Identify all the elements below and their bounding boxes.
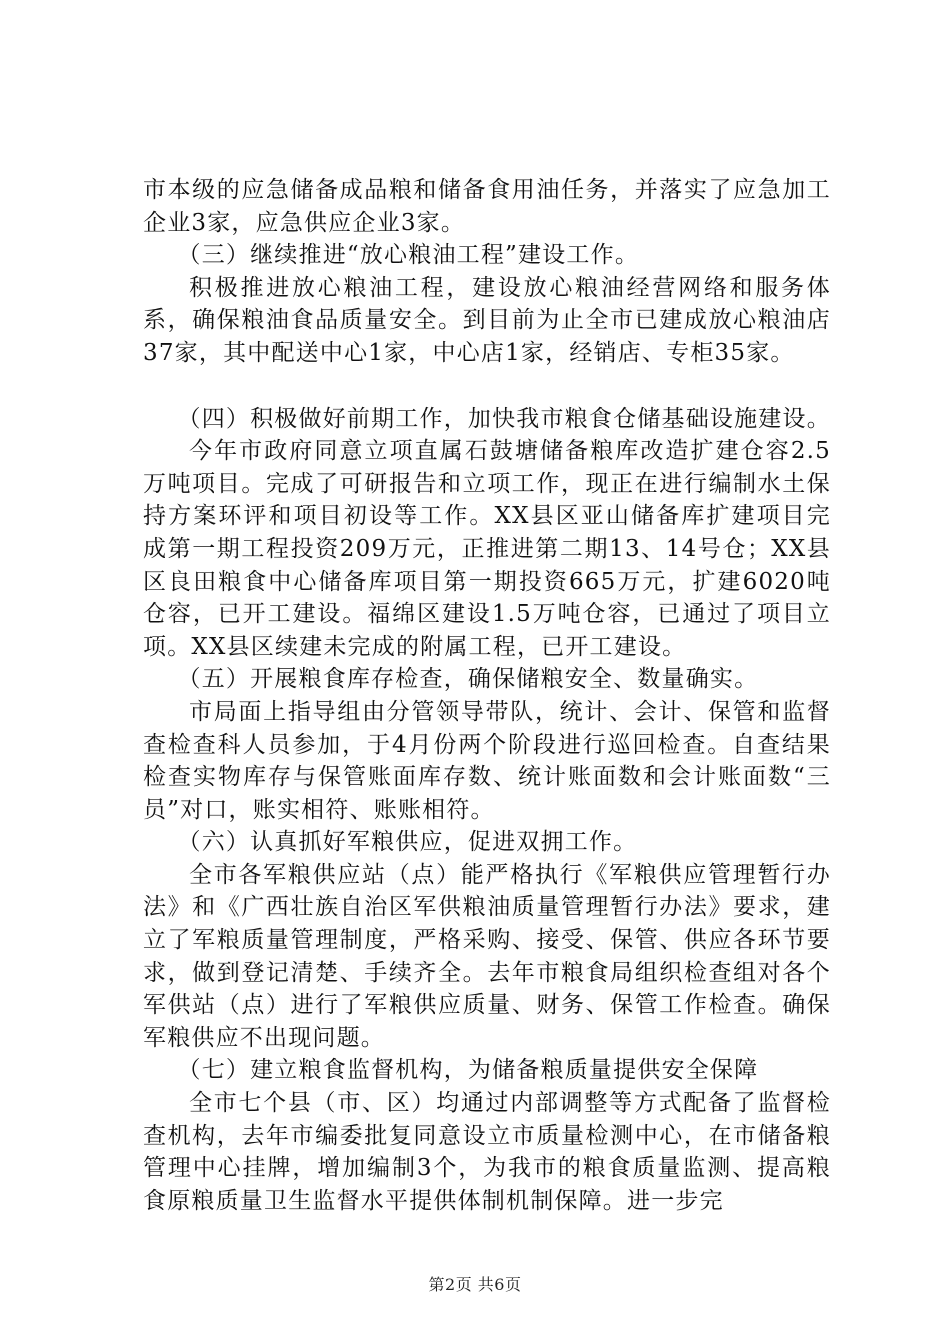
section-heading-5: （五）开展粮食库存检查，确保储粮安全、数量确实。 [177, 666, 759, 693]
section-heading-3: （三）继续推进“放心粮油工程”建设工作。 [177, 242, 640, 269]
paragraph-continuation: 市本级的应急储备成品粮和储备食用油任务，并落实了应急加工企业3家，应急供应企业3家。 [143, 177, 831, 236]
paragraph-section-4: 今年市政府同意立项直属石鼓塘储备粮库改造扩建仓容2.5万吨项目。完成了可研报告和立项工作，现正在进行编制水土保持方案环评和项目初设等工作。XX县区亚山储备库扩建项目完成第一期工程投资209万元，正推进第二期13、14号仓；XX县区良田粮食中心储备库项目第一期投资665万元，扩建6020吨仓容，已开工建设。福绵区建设1.5万吨仓容，已通过了项目立项。XX县区续建未完成的附属工程，已开工建设。 [143, 438, 831, 660]
section-heading-4: （四）积极做好前期工作，加快我市粮食仓储基础设施建设。 [177, 405, 831, 432]
section-heading-6: （六）认真抓好军粮供应，促进双拥工作。 [177, 829, 638, 856]
section-heading-7: （七）建立粮食监督机构，为储备粮质量提供安全保障 [177, 1057, 759, 1084]
document-body [143, 174, 831, 1217]
paragraph-section-5: 市局面上指导组由分管领导带队，统计、会计、保管和监督查检查科人员参加，于4月份两个阶段进行巡回检查。自查结果检查实物库存与保管账面库存数、统计账面数和会计账面数“三员”对口，账实相符、账账相符。 [143, 698, 831, 823]
paragraph-section-7: 全市七个县（市、区）均通过内部调整等方式配备了监督检查机构，去年市编委批复同意设立市质量检测中心，在市储备粮管理中心挂牌，增加编制3个，为我市的粮食质量监测、提高粮食原粮质量卫生监督水平提供体制机制保障。进一步完 [143, 1090, 831, 1214]
paragraph-section-6: 全市各军粮供应站（点）能严格执行《军粮供应管理暂行办法》和《广西壮族自治区军供粮油质量管理暂行办法》要求，建立了军粮质量管理制度，严格采购、接受、保管、供应各环节要求，做到登记清楚、手续齐全。去年市粮食局组织检查组对各个军供站（点）进行了军粮供应质量、财务、保管工作检查。确保军粮供应不出现问题。 [143, 861, 831, 1051]
page-number-footer: 第2页 共6页 [428, 1275, 522, 1294]
paragraph-section-3: 积极推进放心粮油工程，建设放心粮油经营网络和服务体系，确保粮油食品质量安全。到目前为止全市已建成放心粮油店37家，其中配送中心1家，中心店1家，经销店、专柜35家。 [143, 274, 831, 366]
